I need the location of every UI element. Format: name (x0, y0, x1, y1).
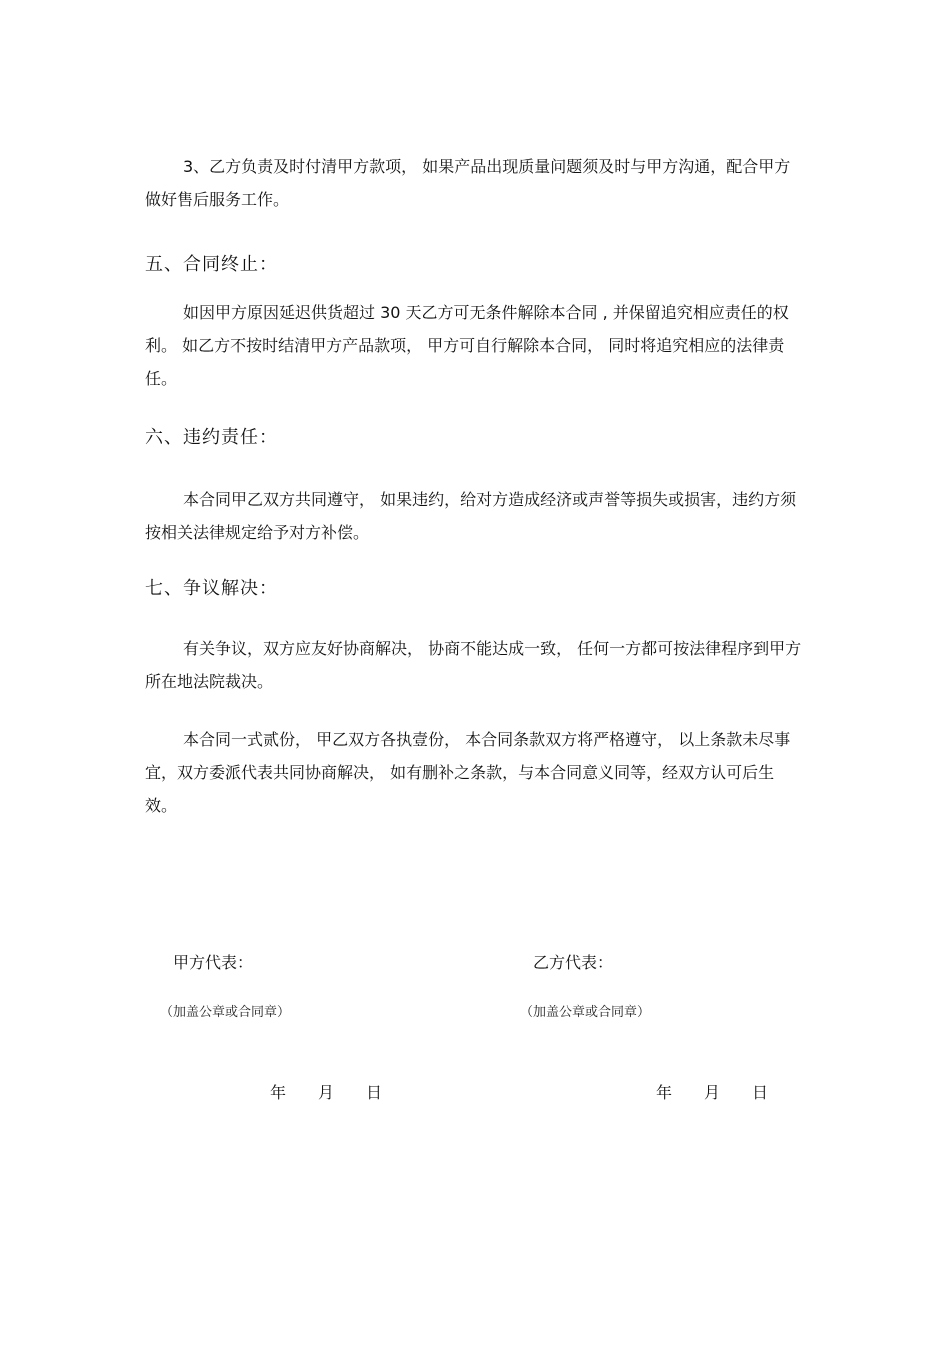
clause-termination: 如因甲方原因延迟供货超过 30 天乙方可无条件解除本合同 , 并保留追究相应责任的权利。 如乙方不按时结清甲方产品款项， 甲方可自行解除本合同， 同时将追究相应的法律责任。 (145, 303, 789, 388)
party-a-representative-label: 甲方代表： (173, 953, 254, 972)
party-a-date-month: 月 (318, 1083, 335, 1102)
clause-breach: 本合同甲乙双方共同遵守， 如果违约，给对方造成经济或声誉等损失或损害，违约方须按相关法律规定给予对方补偿。 (145, 490, 797, 542)
heading-dispute: 七、争议解决： (145, 578, 278, 599)
party-b-representative-label: 乙方代表： (533, 953, 614, 972)
party-b-date-month: 月 (704, 1083, 721, 1102)
party-b-seal-note: （加盖公章或合同章） (520, 1005, 651, 1020)
heading-breach: 六、违约责任： (145, 427, 278, 448)
party-b-date (656, 1080, 800, 1103)
party-b-date-year: 年 (656, 1083, 673, 1102)
clause-copies: 本合同一式贰份， 甲乙双方各执壹份， 本合同条款双方将严格遵守， 以上条款未尽事宜，双方委派代表共同协商解决， 如有删补之条款，与本合同意义同等，经双方认可后生效。 (145, 730, 791, 815)
clause-dispute: 有关争议，双方应友好协商解决， 协商不能达成一致， 任何一方都可按法律程序到甲方所在地法院裁决。 (145, 639, 802, 691)
party-b-date-day: 日 (752, 1083, 769, 1102)
party-a-date (270, 1080, 414, 1103)
clause-payment: 3、乙方负责及时付清甲方款项， 如果产品出现质量问题须及时与甲方沟通，配合甲方做好售后服务工作。 (145, 157, 791, 209)
heading-termination: 五、合同终止： (145, 254, 278, 275)
party-a-date-year: 年 (270, 1083, 287, 1102)
party-a-seal-note: （加盖公章或合同章） (160, 1005, 291, 1020)
party-a-date-day: 日 (366, 1083, 383, 1102)
